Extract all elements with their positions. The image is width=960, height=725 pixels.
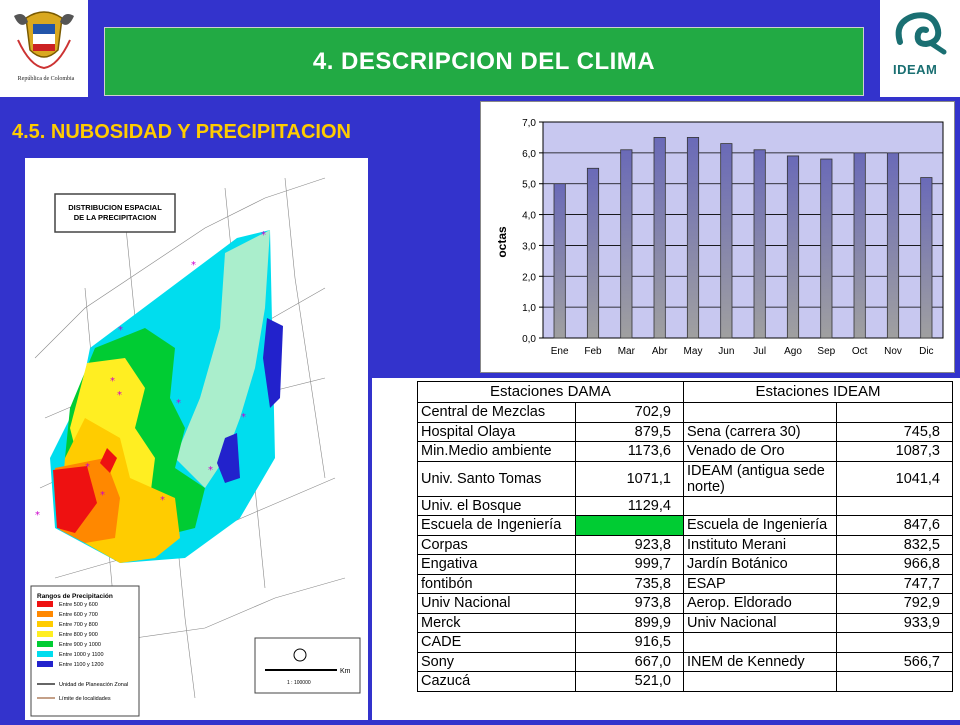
x-tick-label: Feb bbox=[584, 346, 602, 357]
x-tick-label: Ago bbox=[784, 346, 802, 357]
ideam-station-cell: Aerop. Eldorado bbox=[683, 594, 836, 614]
x-tick-label: Nov bbox=[884, 346, 902, 357]
dama-value-cell: 521,0 bbox=[576, 672, 684, 692]
map-title-line1: DISTRIBUCION ESPACIAL bbox=[68, 203, 162, 212]
table-row bbox=[418, 461, 953, 496]
dama-value-cell: 1173,6 bbox=[576, 442, 684, 462]
ideam-label: IDEAM bbox=[893, 62, 938, 77]
legend-swatch bbox=[37, 631, 53, 637]
dama-value-cell: 999,7 bbox=[576, 555, 684, 575]
title-bar bbox=[104, 27, 864, 96]
table-row bbox=[418, 535, 953, 555]
legend-title: Rangos de Precipitación bbox=[37, 593, 113, 600]
chart-content bbox=[522, 118, 943, 357]
ideam-station-cell: Sena (carrera 30) bbox=[683, 422, 836, 442]
x-tick-label: Abr bbox=[651, 346, 668, 357]
page-title: 4. DESCRIPCION DEL CLIMA bbox=[312, 47, 656, 75]
coat-of-arms-icon bbox=[0, 0, 88, 97]
svg-text:*: * bbox=[118, 325, 123, 336]
x-tick-label: Dic bbox=[919, 346, 934, 357]
svg-text:*: * bbox=[208, 465, 213, 476]
svg-text:*: * bbox=[241, 412, 246, 423]
y-tick-label: 5,0 bbox=[522, 179, 536, 191]
ideam-value-cell: 933,9 bbox=[836, 613, 952, 633]
ideam-station-cell: Escuela de Ingeniería bbox=[683, 516, 836, 536]
legend-swatch bbox=[37, 661, 53, 667]
y-tick-label: 4,0 bbox=[522, 210, 536, 222]
ideam-value-cell: 1041,4 bbox=[836, 461, 952, 496]
bar-may bbox=[687, 137, 698, 338]
x-tick-label: May bbox=[683, 346, 703, 357]
ideam-station-cell: IDEAM (antigua sede norte) bbox=[683, 461, 836, 496]
bar-sep bbox=[821, 159, 832, 338]
bar-jul bbox=[754, 150, 765, 338]
legend-swatch bbox=[37, 601, 53, 607]
stations-table bbox=[417, 381, 953, 692]
table-row bbox=[418, 555, 953, 575]
bar-feb bbox=[587, 168, 598, 338]
colombia-logo bbox=[0, 0, 88, 97]
table-row bbox=[418, 422, 953, 442]
legend-item-label: Entre 600 y 700 bbox=[59, 612, 98, 618]
legend-item-label: Entre 500 y 600 bbox=[59, 602, 98, 608]
table-header-row bbox=[418, 382, 953, 403]
dama-station-cell: Central de Mezclas bbox=[418, 403, 576, 423]
dama-station-cell: Engativa bbox=[418, 555, 576, 575]
svg-text:*: * bbox=[100, 490, 105, 501]
ideam-station-cell: Jardín Botánico bbox=[683, 555, 836, 575]
dama-station-cell: Univ Nacional bbox=[418, 594, 576, 614]
ideam-value-cell bbox=[836, 403, 952, 423]
y-tick-label: 7,0 bbox=[522, 118, 536, 129]
precipitation-map bbox=[25, 158, 368, 720]
y-tick-label: 2,0 bbox=[522, 272, 536, 284]
dama-value-cell: 1071,1 bbox=[576, 461, 684, 496]
svg-text:*: * bbox=[35, 510, 40, 521]
legend-swatch bbox=[37, 621, 53, 627]
table-row bbox=[418, 633, 953, 653]
bar-ene bbox=[554, 184, 565, 338]
dama-station-cell: Hospital Olaya bbox=[418, 422, 576, 442]
x-tick-label: Ene bbox=[550, 346, 569, 357]
ideam-value-cell: 792,9 bbox=[836, 594, 952, 614]
y-tick-label: 6,0 bbox=[522, 148, 536, 160]
bar-ago bbox=[787, 156, 798, 338]
dama-station-cell: Merck bbox=[418, 613, 576, 633]
ideam-station-cell bbox=[683, 633, 836, 653]
ideam-station-cell: ESAP bbox=[683, 574, 836, 594]
bar-oct bbox=[854, 153, 865, 338]
section-subtitle: 4.5. NUBOSIDAD Y PRECIPITACION bbox=[12, 121, 351, 143]
ideam-station-cell bbox=[683, 496, 836, 516]
precipitation-zones bbox=[50, 230, 283, 563]
scale-ratio: 1 : 100000 bbox=[287, 680, 311, 686]
dama-value-cell: 667,0 bbox=[576, 652, 684, 672]
dama-station-cell: Sony bbox=[418, 652, 576, 672]
dama-station-cell: Corpas bbox=[418, 535, 576, 555]
dama-value-cell: 702,9 bbox=[576, 403, 684, 423]
ideam-swirl-icon bbox=[880, 0, 960, 60]
bar-jun bbox=[721, 144, 732, 338]
dama-value-cell: 916,5 bbox=[576, 633, 684, 653]
legend-line2: Límite de localidades bbox=[59, 696, 111, 702]
ideam-logo bbox=[880, 0, 960, 97]
y-tick-label: 1,0 bbox=[522, 303, 536, 315]
legend-item-label: Entre 1100 y 1200 bbox=[59, 662, 104, 668]
svg-text:*: * bbox=[110, 376, 115, 387]
ideam-station-cell: INEM de Kennedy bbox=[683, 652, 836, 672]
scale-label: Km bbox=[340, 668, 351, 675]
table-row bbox=[418, 574, 953, 594]
svg-text:*: * bbox=[261, 230, 266, 241]
x-tick-label: Jul bbox=[753, 346, 767, 357]
country-caption: República de Colombia bbox=[17, 76, 75, 82]
legend-swatch bbox=[37, 651, 53, 657]
dama-value-cell bbox=[576, 516, 684, 536]
table-row bbox=[418, 403, 953, 423]
dama-station-cell: Escuela de Ingeniería bbox=[418, 516, 576, 536]
y-tick-label: 0,0 bbox=[522, 334, 536, 345]
ideam-value-cell bbox=[836, 633, 952, 653]
svg-text:*: * bbox=[191, 260, 196, 271]
bar-dic bbox=[921, 178, 932, 338]
legend-item-label: Entre 1000 y 1100 bbox=[59, 652, 104, 658]
dama-station-cell: CADE bbox=[418, 633, 576, 653]
legend-item-label: Entre 700 y 800 bbox=[59, 622, 98, 628]
dama-station-cell: Univ. Santo Tomas bbox=[418, 461, 576, 496]
svg-text:*: * bbox=[176, 398, 181, 409]
cloudiness-chart-svg bbox=[481, 102, 954, 372]
precipitation-map-svg bbox=[25, 158, 368, 720]
dama-value-cell: 973,8 bbox=[576, 594, 684, 614]
bar-nov bbox=[887, 153, 898, 338]
ideam-station-cell: Univ Nacional bbox=[683, 613, 836, 633]
dama-value-cell: 899,9 bbox=[576, 613, 684, 633]
cloudiness-chart bbox=[480, 101, 955, 373]
x-tick-label: Sep bbox=[817, 346, 836, 357]
table-row bbox=[418, 516, 953, 536]
ideam-station-cell: Venado de Oro bbox=[683, 442, 836, 462]
legend-line1: Unidad de Planeación Zonal bbox=[59, 682, 129, 688]
legend-swatch bbox=[37, 641, 53, 647]
table-row bbox=[418, 613, 953, 633]
ideam-value-cell: 1087,3 bbox=[836, 442, 952, 462]
ideam-value-cell: 832,5 bbox=[836, 535, 952, 555]
dama-value-cell: 879,5 bbox=[576, 422, 684, 442]
table-row bbox=[418, 496, 953, 516]
table-row bbox=[418, 652, 953, 672]
dama-station-cell: Min.Medio ambiente bbox=[418, 442, 576, 462]
plot-area bbox=[543, 122, 943, 338]
legend-item-label: Entre 900 y 1000 bbox=[59, 642, 101, 648]
legend-swatch bbox=[37, 611, 53, 617]
ideam-value-cell: 747,7 bbox=[836, 574, 952, 594]
dama-station-cell: Univ. el Bosque bbox=[418, 496, 576, 516]
dama-value-cell: 1129,4 bbox=[576, 496, 684, 516]
ideam-value-cell: 745,8 bbox=[836, 422, 952, 442]
ideam-station-cell: Instituto Merani bbox=[683, 535, 836, 555]
header-ideam: Estaciones IDEAM bbox=[683, 382, 952, 403]
bar-mar bbox=[621, 150, 632, 338]
svg-text:*: * bbox=[117, 390, 122, 401]
ideam-value-cell bbox=[836, 496, 952, 516]
x-tick-label: Jun bbox=[718, 346, 735, 357]
ideam-station-cell bbox=[683, 403, 836, 423]
ideam-value-cell: 966,8 bbox=[836, 555, 952, 575]
table-row bbox=[418, 442, 953, 462]
bar-abr bbox=[654, 137, 665, 338]
dama-value-cell: 923,8 bbox=[576, 535, 684, 555]
y-axis-label: octas bbox=[495, 226, 509, 258]
legend-item-label: Entre 800 y 900 bbox=[59, 632, 98, 638]
header-dama: Estaciones DAMA bbox=[418, 382, 684, 403]
stations-table-panel bbox=[372, 378, 960, 720]
table-row bbox=[418, 672, 953, 692]
x-tick-label: Oct bbox=[851, 346, 868, 357]
map-title-line2: DE LA PRECIPITACION bbox=[73, 213, 157, 222]
y-tick-label: 3,0 bbox=[522, 241, 536, 253]
x-tick-label: Mar bbox=[617, 346, 635, 357]
ideam-value-cell: 566,7 bbox=[836, 652, 952, 672]
table-row bbox=[418, 594, 953, 614]
svg-text:*: * bbox=[85, 462, 90, 473]
ideam-value-cell bbox=[836, 672, 952, 692]
dama-station-cell: fontibón bbox=[418, 574, 576, 594]
ideam-station-cell bbox=[683, 672, 836, 692]
dama-station-cell: Cazucá bbox=[418, 672, 576, 692]
dama-value-cell: 735,8 bbox=[576, 574, 684, 594]
ideam-value-cell: 847,6 bbox=[836, 516, 952, 536]
svg-text:*: * bbox=[160, 495, 165, 506]
